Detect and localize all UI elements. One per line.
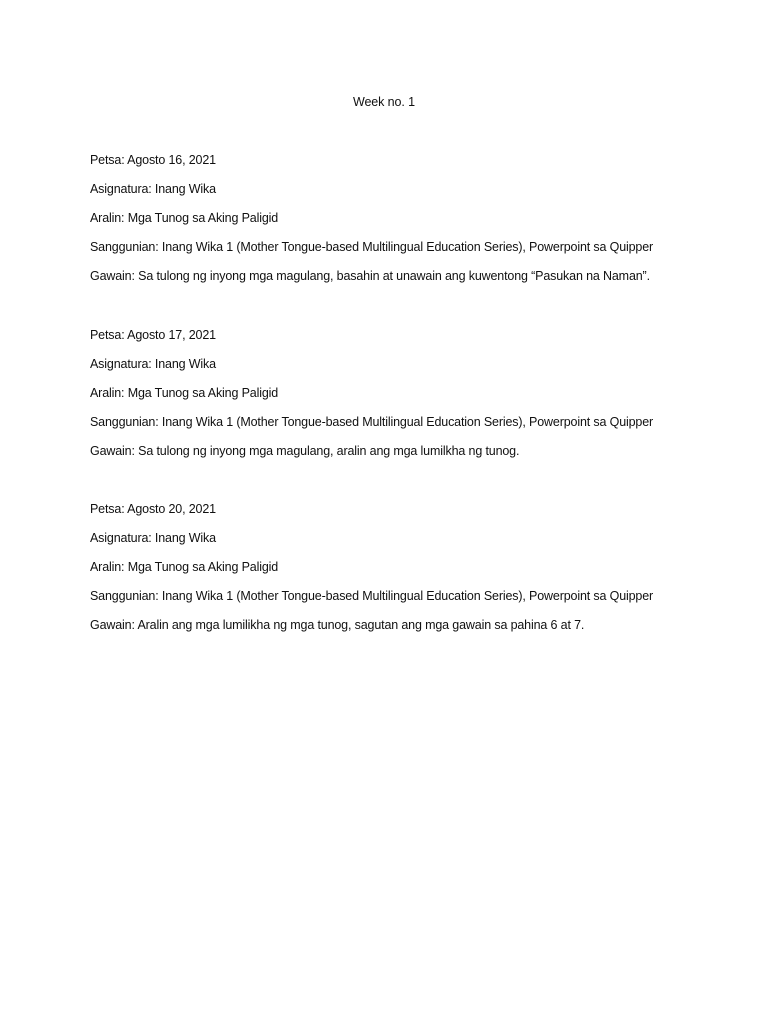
gawain-line: Gawain: Sa tulong ng inyong mga magulang, basahin at unawain ang kuwentong “Pasukan na Naman”. <box>90 269 650 283</box>
gawain-line: Gawain: Sa tulong ng inyong mga magulang, aralin ang mga lumilkha ng tunog. <box>90 444 520 458</box>
aralin-line: Aralin: Mga Tunog sa Aking Paligid <box>90 211 279 225</box>
gawain-line: Gawain: Aralin ang mga lumilikha ng mga tunog, sagutan ang mga gawain sa pahina 6 at 7. <box>90 618 585 632</box>
aralin-line: Aralin: Mga Tunog sa Aking Paligid <box>90 386 279 400</box>
sanggunian-line: Sanggunian: Inang Wika 1 (Mother Tongue-based Multilingual Education Series), Powerpoint sa Quipper <box>90 240 654 254</box>
sanggunian-line: Sanggunian: Inang Wika 1 (Mother Tongue-based Multilingual Education Series), Powerpoint sa Quipper <box>90 589 654 603</box>
aralin-line: Aralin: Mga Tunog sa Aking Paligid <box>90 560 279 574</box>
asignatura-line: Asignatura: Inang Wika <box>90 531 216 545</box>
lesson-entry <box>90 151 730 296</box>
petsa-line: Petsa: Agosto 17, 2021 <box>90 328 216 342</box>
asignatura-line: Asignatura: Inang Wika <box>90 357 216 371</box>
lesson-entry <box>90 500 730 645</box>
petsa-line: Petsa: Agosto 20, 2021 <box>90 502 216 516</box>
asignatura-line: Asignatura: Inang Wika <box>90 182 216 196</box>
lesson-entry <box>90 326 730 471</box>
petsa-line: Petsa: Agosto 16, 2021 <box>90 153 216 167</box>
document-title: Week no. 1 <box>352 95 415 109</box>
sanggunian-line: Sanggunian: Inang Wika 1 (Mother Tongue-based Multilingual Education Series), Powerpoint sa Quipper <box>90 415 654 429</box>
